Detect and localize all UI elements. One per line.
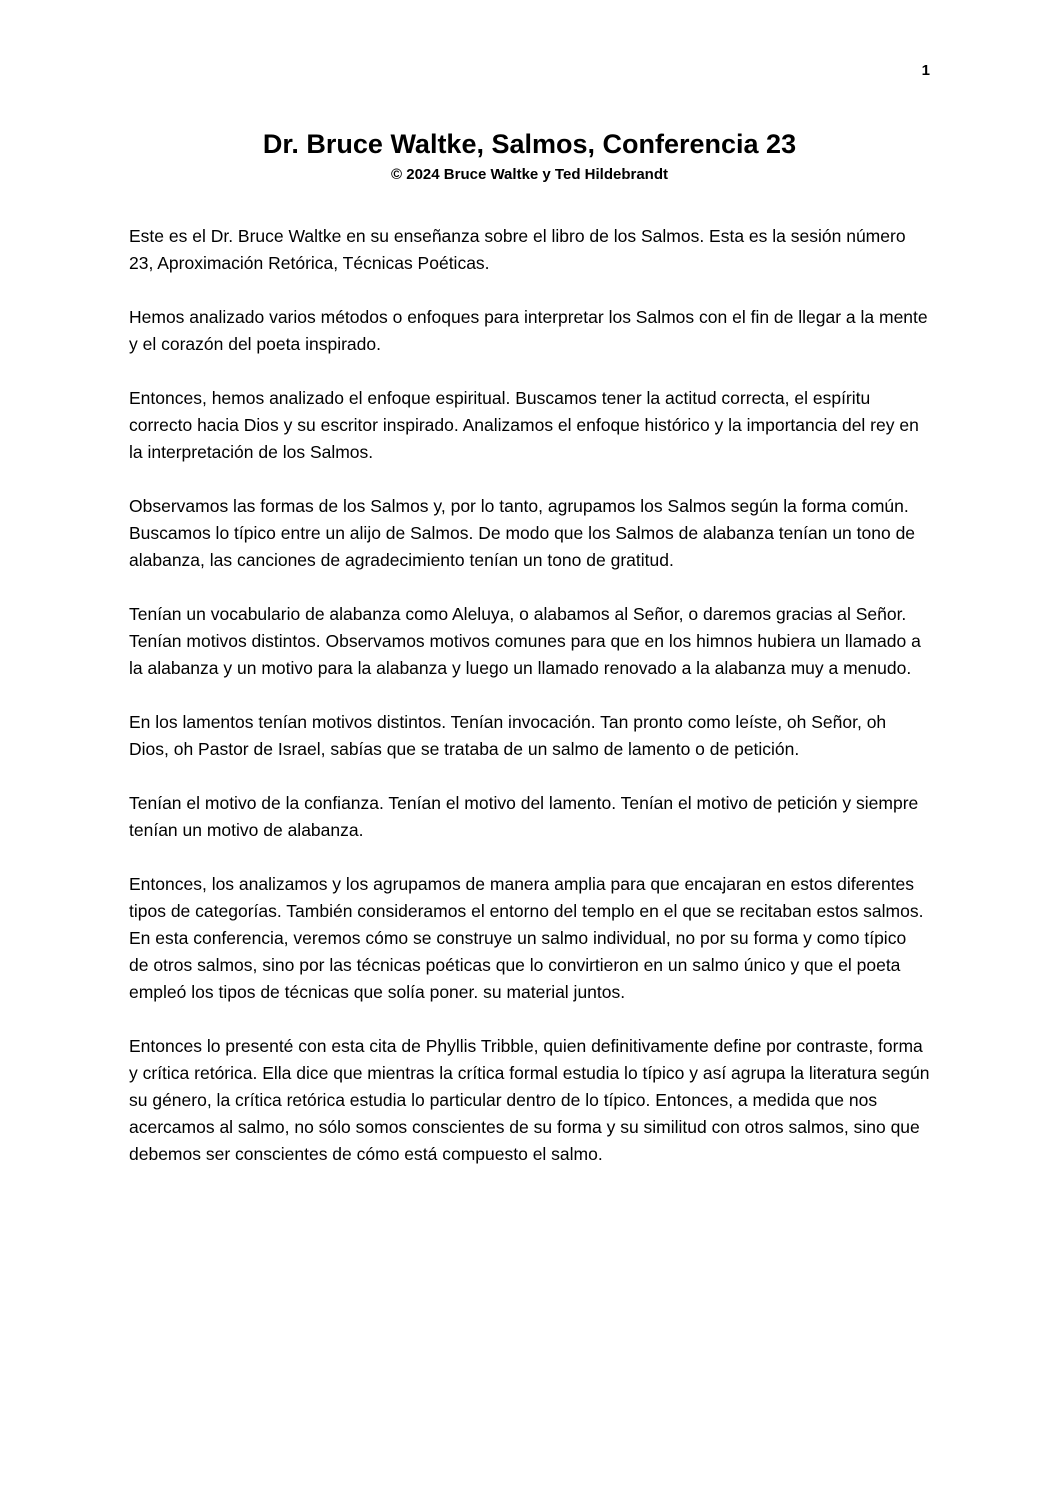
paragraph: Hemos analizado varios métodos o enfoques para interpretar los Salmos con el fin de llegar a la mente y el corazón del poeta inspirado.	[129, 307, 928, 354]
page-number: 1	[921, 62, 930, 79]
paragraph: Observamos las formas de los Salmos y, por lo tanto, agrupamos los Salmos según la forma común. Buscamos lo típico entre un alijo de Salmos. De modo que los Salmos de alabanza tenían un tono de alabanza, las canciones de agradecimiento tenían un tono de gratitud.	[129, 496, 916, 570]
paragraph: Entonces, los analizamos y los agrupamos de manera amplia para que encajaran en estos diferentes tipos de categorías. También consideramos el entorno del templo en el que se recitaban estos salmos. En esta conferencia, veremos cómo se construye un salmo individual, no por su forma y como típico de otros salmos, sino por las técnicas poéticas que lo convirtieron en un salmo único y que el poeta empleó los tipos de técnicas que solía poner. su material juntos.	[129, 874, 924, 1002]
paragraph: Entonces lo presenté con esta cita de Phyllis Tribble, quien definitivamente define por contraste, forma y crítica retórica. Ella dice que mientras la crítica formal estudia lo típico y así agrupa la literatura según su género, la crítica retórica estudia lo particular dentro de lo típico. Entonces, a medida que nos acercamos al salmo, no sólo somos conscientes de su forma y su similitud con otros salmos, sino que debemos ser conscientes de cómo está compuesto el salmo.	[129, 1036, 930, 1164]
paragraph: Entonces, hemos analizado el enfoque espiritual. Buscamos tener la actitud correcta, el espíritu correcto hacia Dios y su escritor inspirado. Analizamos el enfoque histórico y la importancia del rey en la interpretación de los Salmos.	[129, 388, 919, 462]
document-body	[129, 223, 930, 1168]
paragraph: En los lamentos tenían motivos distintos. Tenían invocación. Tan pronto como leíste, oh Señor, oh Dios, oh Pastor de Israel, sabías que se trataba de un salmo de lamento o de petición.	[129, 712, 887, 759]
page-title: Dr. Bruce Waltke, Salmos, Conferencia 23	[262, 129, 797, 159]
paragraph: Tenían un vocabulario de alabanza como Aleluya, o alabamos al Señor, o daremos gracias al Señor. Tenían motivos distintos. Observamos motivos comunes para que en los himnos hubiera un llamado a la alabanza y un motivo para la alabanza y luego un llamado renovado a la alabanza muy a menudo.	[129, 604, 921, 678]
copyright-line: © 2024 Bruce Waltke y Ted Hildebrandt	[391, 166, 668, 183]
paragraph: Este es el Dr. Bruce Waltke en su enseñanza sobre el libro de los Salmos. Esta es la sesión número 23, Aproximación Retórica, Técnicas Poéticas.	[129, 226, 906, 273]
paragraph: Tenían el motivo de la confianza. Tenían el motivo del lamento. Tenían el motivo de petición y siempre tenían un motivo de alabanza.	[129, 793, 919, 840]
